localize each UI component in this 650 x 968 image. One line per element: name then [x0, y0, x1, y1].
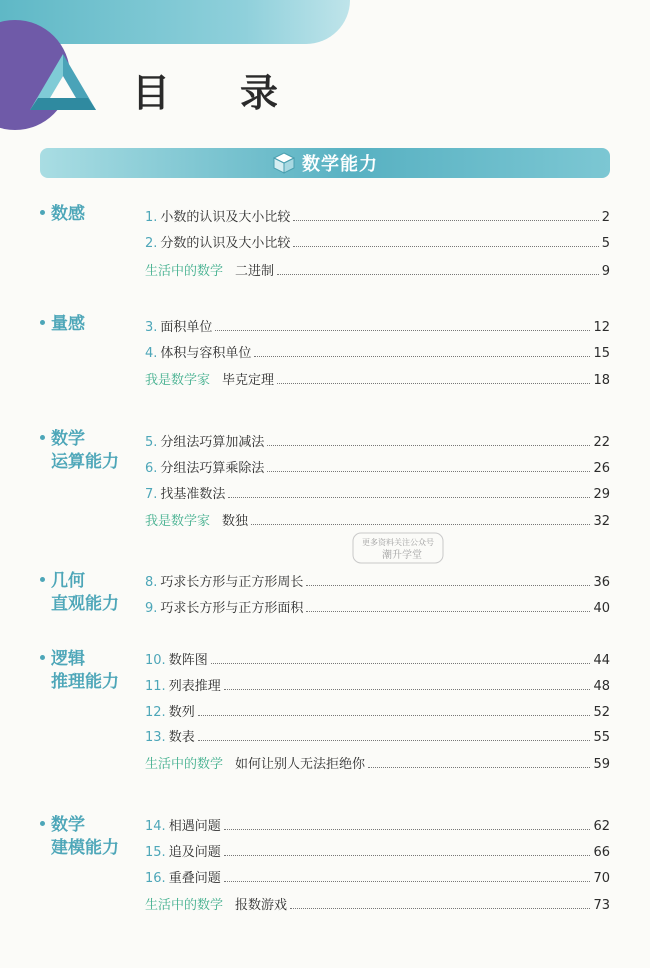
- entry-page: 9: [601, 264, 610, 279]
- entry-title: 重叠问题: [168, 871, 221, 886]
- entry-number: 9.: [145, 601, 158, 616]
- dot-leader: [293, 220, 598, 221]
- entry-number: 11.: [145, 679, 166, 694]
- toc-entry-feature[interactable]: [145, 257, 610, 279]
- page-title-char-1: 目: [132, 71, 171, 115]
- entry-page: 44: [593, 653, 610, 668]
- entry-number: 13.: [145, 730, 166, 745]
- dot-leader: [267, 471, 590, 472]
- dot-leader: [277, 383, 590, 384]
- dot-leader: [215, 330, 590, 331]
- category-calculation: [40, 428, 119, 474]
- entry-page: 2: [601, 210, 610, 225]
- toc-entry[interactable]: [145, 672, 610, 694]
- category-quantity-sense: [40, 313, 85, 336]
- entry-number: 6.: [145, 461, 158, 476]
- dot-leader: [293, 246, 598, 247]
- toc-entry[interactable]: [145, 698, 610, 720]
- bullet-dot: [40, 577, 45, 582]
- entry-title: 追及问题: [168, 845, 221, 860]
- dot-leader: [277, 274, 599, 275]
- impossible-triangle-icon: [28, 52, 98, 112]
- toc-entry[interactable]: [145, 480, 610, 502]
- toc-entry[interactable]: [145, 864, 610, 886]
- dot-leader: [224, 689, 591, 690]
- entry-page: 70: [593, 871, 610, 886]
- entry-page: 55: [593, 730, 610, 745]
- category-number-sense: [40, 203, 85, 226]
- entry-tag: 生活中的数学: [145, 898, 224, 913]
- entry-number: 4.: [145, 346, 158, 361]
- entry-title: 数阵图: [168, 653, 208, 668]
- category-label: 数学: [51, 815, 85, 835]
- entry-title: 体积与容积单位: [160, 346, 252, 361]
- entry-tag: 我是数学家: [145, 514, 211, 529]
- dot-leader: [198, 740, 591, 741]
- entry-tag: 生活中的数学: [145, 757, 224, 772]
- category-label: 数学: [51, 429, 85, 449]
- toc-entry[interactable]: [145, 568, 610, 590]
- entry-page: 62: [593, 819, 610, 834]
- entry-page: 29: [593, 487, 610, 502]
- entry-page: 66: [593, 845, 610, 860]
- entry-page: 40: [593, 601, 610, 616]
- category-label-line2: 推理能力: [51, 672, 119, 692]
- toc-entry-feature[interactable]: [145, 507, 610, 529]
- dot-leader: [306, 585, 590, 586]
- entry-title: 数独: [222, 514, 249, 529]
- entry-title: 相遇问题: [168, 819, 221, 834]
- watermark-line2: 潮升学堂: [382, 550, 422, 561]
- toc-entry[interactable]: [145, 203, 610, 225]
- category-label: 逻辑: [51, 649, 85, 669]
- toc-entry[interactable]: [145, 229, 610, 251]
- section-banner: [40, 148, 610, 178]
- toc-entry[interactable]: [145, 594, 610, 616]
- entry-title: 报数游戏: [235, 898, 288, 913]
- bullet-dot: [40, 821, 45, 826]
- entry-number: 15.: [145, 845, 166, 860]
- entry-page: 15: [593, 346, 610, 361]
- dot-leader: [251, 524, 590, 525]
- entry-number: 3.: [145, 320, 158, 335]
- entry-title: 列表推理: [168, 679, 221, 694]
- toc-entry[interactable]: [145, 812, 610, 834]
- entry-number: 7.: [145, 487, 158, 502]
- entry-number: 5.: [145, 435, 158, 450]
- cube-icon: [272, 151, 296, 175]
- dot-leader: [290, 908, 590, 909]
- bullet-dot: [40, 655, 45, 660]
- entry-number: 14.: [145, 819, 166, 834]
- entry-page: 5: [601, 236, 610, 251]
- entry-page: 18: [593, 373, 610, 388]
- entry-page: 48: [593, 679, 610, 694]
- entry-title: 二进制: [235, 264, 275, 279]
- entry-tag: 我是数学家: [145, 373, 211, 388]
- entry-title: 如何让别人无法拒绝你: [235, 757, 366, 772]
- entry-page: 73: [593, 898, 610, 913]
- entry-number: 8.: [145, 575, 158, 590]
- category-modeling: [40, 814, 119, 860]
- bullet-dot: [40, 210, 45, 215]
- entry-number: 2.: [145, 236, 158, 251]
- dot-leader: [224, 855, 591, 856]
- dot-leader: [224, 829, 591, 830]
- entry-page: 32: [593, 514, 610, 529]
- entry-page: 59: [593, 757, 610, 772]
- entry-page: 52: [593, 705, 610, 720]
- entry-title: 分组法巧算加减法: [160, 435, 265, 450]
- toc-entry[interactable]: [145, 313, 610, 335]
- entry-number: 16.: [145, 871, 166, 886]
- entry-page: 36: [593, 575, 610, 590]
- toc-entry[interactable]: [145, 723, 610, 745]
- category-geometry: [40, 570, 119, 616]
- category-logic: [40, 648, 119, 694]
- bullet-dot: [40, 320, 45, 325]
- entry-number: 12.: [145, 705, 166, 720]
- toc-entry-feature[interactable]: [145, 891, 610, 913]
- entry-page: 26: [593, 461, 610, 476]
- watermark-line1: 更多资料关注公众号: [362, 538, 434, 547]
- watermark-stamp: [352, 532, 444, 564]
- category-label: 几何: [51, 571, 85, 591]
- entry-title: 分数的认识及大小比较: [160, 236, 291, 251]
- entry-number: 10.: [145, 653, 166, 668]
- category-label: 数感: [51, 204, 85, 224]
- entry-page: 12: [593, 320, 610, 335]
- entry-title: 找基准数法: [160, 487, 226, 502]
- category-label-line2: 直观能力: [51, 594, 119, 614]
- entry-title: 数列: [168, 705, 195, 720]
- category-label: 量感: [51, 314, 85, 334]
- toc-entry-feature[interactable]: [145, 750, 610, 772]
- entry-number: 1.: [145, 210, 158, 225]
- bullet-dot: [40, 435, 45, 440]
- toc-entry[interactable]: [145, 428, 610, 450]
- entry-title: 数表: [168, 730, 195, 745]
- dot-leader: [368, 767, 590, 768]
- entry-title: 小数的认识及大小比较: [160, 210, 291, 225]
- entry-tag: 生活中的数学: [145, 264, 224, 279]
- dot-leader: [211, 663, 591, 664]
- dot-leader: [198, 715, 591, 716]
- entry-title: 毕克定理: [222, 373, 275, 388]
- dot-leader: [306, 611, 590, 612]
- entry-page: 22: [593, 435, 610, 450]
- entry-title: 巧求长方形与正方形周长: [160, 575, 304, 590]
- entry-title: 面积单位: [160, 320, 213, 335]
- dot-leader: [254, 356, 590, 357]
- toc-entry-feature[interactable]: [145, 366, 610, 388]
- entry-title: 分组法巧算乘除法: [160, 461, 265, 476]
- page-title-char-2: 录: [240, 71, 279, 115]
- entry-title: 巧求长方形与正方形面积: [160, 601, 304, 616]
- banner-label: 数学能力: [302, 154, 378, 175]
- toc-entry[interactable]: [145, 339, 610, 361]
- dot-leader: [224, 881, 591, 882]
- category-label-line2: 运算能力: [51, 452, 119, 472]
- toc-entry[interactable]: [145, 646, 610, 668]
- dot-leader: [267, 445, 590, 446]
- toc-entry[interactable]: [145, 454, 610, 476]
- category-label-line2: 建模能力: [51, 838, 119, 858]
- toc-entry[interactable]: [145, 838, 610, 860]
- dot-leader: [228, 497, 590, 498]
